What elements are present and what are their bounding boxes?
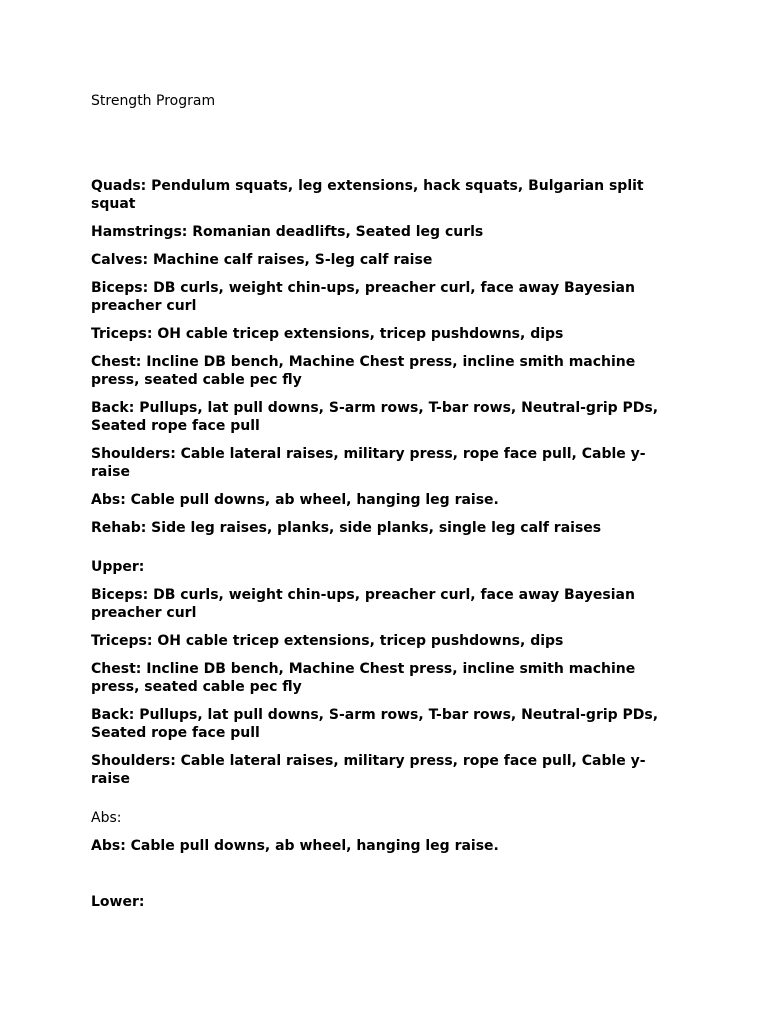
lower-heading: Lower: bbox=[91, 894, 145, 910]
overview-item: Quads: Pendulum squats, leg extensions, hack squats, Bulgarian split squat bbox=[91, 178, 644, 212]
upper-item: Chest: Incline DB bench, Machine Chest press, incline smith machine press, seated cable pec fly bbox=[91, 661, 636, 695]
overview-item: Back: Pullups, lat pull downs, S-arm rows, T-bar rows, Neutral-grip PDs, Seated rope face pull bbox=[91, 400, 659, 434]
upper-section bbox=[91, 586, 691, 798]
document-title: Strength Program bbox=[91, 93, 216, 109]
overview-item: Chest: Incline DB bench, Machine Chest press, incline smith machine press, seated cable pec fly bbox=[91, 354, 636, 388]
upper-item: Triceps: OH cable tricep extensions, tricep pushdowns, dips bbox=[91, 633, 564, 649]
overview-item: Biceps: DB curls, weight chin-ups, preacher curl, face away Bayesian preacher curl bbox=[91, 280, 635, 314]
overview-section bbox=[91, 177, 691, 547]
overview-item: Shoulders: Cable lateral raises, military press, rope face pull, Cable y-raise bbox=[91, 446, 646, 480]
abs-item: Abs: Cable pull downs, ab wheel, hanging leg raise. bbox=[91, 838, 499, 854]
overview-item: Hamstrings: Romanian deadlifts, Seated leg curls bbox=[91, 224, 484, 240]
upper-item: Back: Pullups, lat pull downs, S-arm rows, T-bar rows, Neutral-grip PDs, Seated rope face pull bbox=[91, 707, 659, 741]
overview-item: Rehab: Side leg raises, planks, side planks, single leg calf raises bbox=[91, 520, 602, 536]
overview-item: Triceps: OH cable tricep extensions, tricep pushdowns, dips bbox=[91, 326, 564, 342]
upper-heading: Upper: bbox=[91, 559, 145, 575]
overview-item: Calves: Machine calf raises, S-leg calf raise bbox=[91, 252, 433, 268]
upper-item: Biceps: DB curls, weight chin-ups, preacher curl, face away Bayesian preacher curl bbox=[91, 587, 635, 621]
upper-item: Shoulders: Cable lateral raises, military press, rope face pull, Cable y-raise bbox=[91, 753, 646, 787]
abs-heading: Abs: bbox=[91, 810, 122, 826]
overview-item: Abs: Cable pull downs, ab wheel, hanging leg raise. bbox=[91, 492, 499, 508]
abs-section bbox=[91, 837, 691, 865]
